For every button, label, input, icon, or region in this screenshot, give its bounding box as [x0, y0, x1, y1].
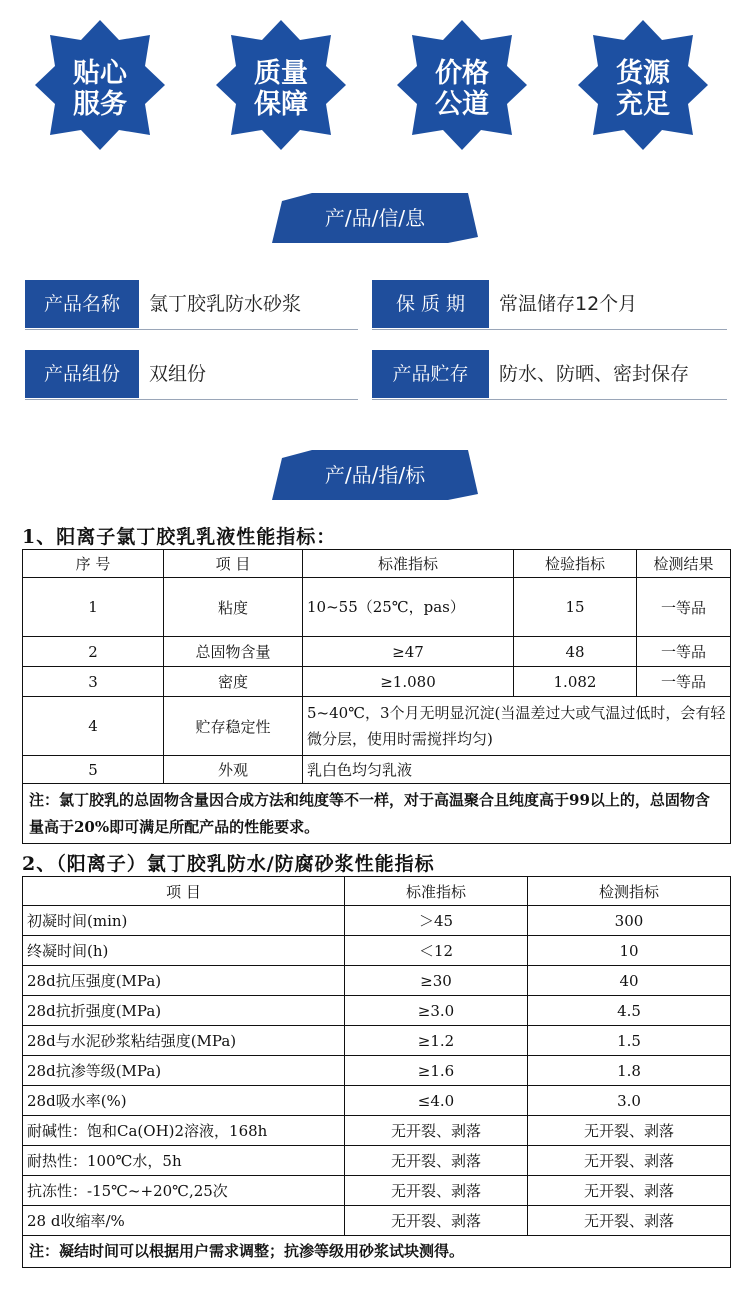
- cell: 无开裂、剥落: [528, 1146, 731, 1176]
- divider: [25, 399, 358, 400]
- cell: 3.0: [528, 1086, 731, 1116]
- cell: 乳白色均匀乳液: [303, 756, 731, 784]
- cell: ＞45: [345, 906, 528, 936]
- cell: 耐碱性：饱和Ca(OH)2溶液，168h: [23, 1116, 345, 1146]
- table-row: [23, 697, 731, 756]
- table2-heading: 2、（阳离子）氯丁胶乳防水/防腐砂浆性能指标: [22, 853, 435, 875]
- header-cell: 项 目: [164, 550, 303, 578]
- cell: 无开裂、剥落: [528, 1176, 731, 1206]
- divider: [372, 329, 727, 330]
- cell: 40: [528, 966, 731, 996]
- info-value: 双组份: [149, 363, 207, 385]
- info-storage: [372, 350, 727, 398]
- section-title-specs: 产/品/指/标: [272, 450, 478, 500]
- table1-heading: 1、阳离子氯丁胶乳乳液性能指标：: [22, 526, 337, 548]
- cell: 10: [528, 936, 731, 966]
- header-cell: 检验指标: [514, 550, 637, 578]
- cell: 4: [23, 697, 164, 756]
- table-note-row: [23, 1236, 731, 1268]
- info-key: 产品名称: [25, 280, 139, 328]
- info-value: 常温储存12个月: [499, 293, 638, 315]
- cell: 终凝时间(h): [23, 936, 345, 966]
- info-value: 防水、防晒、密封保存: [499, 363, 690, 385]
- table-row: [23, 667, 731, 697]
- info-key: 产品贮存: [372, 350, 489, 398]
- table-row: [23, 1116, 731, 1146]
- cell: 无开裂、剥落: [345, 1176, 528, 1206]
- cell: 2: [23, 637, 164, 667]
- header-cell: 标准指标: [345, 877, 528, 906]
- table-row: [23, 1026, 731, 1056]
- badge-text: 价格 公道: [435, 58, 489, 120]
- divider: [372, 399, 727, 400]
- cell: ≥1.6: [345, 1056, 528, 1086]
- cell: 粘度: [164, 578, 303, 637]
- table-row: [23, 756, 731, 784]
- cell: 无开裂、剥落: [345, 1206, 528, 1236]
- header-cell: 序 号: [23, 550, 164, 578]
- cell: 4.5: [528, 996, 731, 1026]
- table-row: [23, 996, 731, 1026]
- cell: 1: [23, 578, 164, 637]
- badge-quality: [216, 20, 346, 150]
- cell: 28 d收缩率/%: [23, 1206, 345, 1236]
- cell: 无开裂、剥落: [345, 1146, 528, 1176]
- cell: 1.082: [514, 667, 637, 697]
- cell: 28d与水泥砂浆粘结强度(MPa): [23, 1026, 345, 1056]
- cell: 28d吸水率(%): [23, 1086, 345, 1116]
- cell: 一等品: [637, 667, 731, 697]
- section-title-info: 产/品/信/息: [272, 193, 478, 243]
- table1-note: 注：氯丁胶乳的总固物含量因合成方法和纯度等不一样，对于高温聚合且纯度高于99以上的，总固物含量高于20%即可满足所配产品的性能要求。: [23, 784, 731, 844]
- badge-service: [35, 20, 165, 150]
- cell: 28d抗压强度(MPa): [23, 966, 345, 996]
- table-row: [23, 1086, 731, 1116]
- cell: ≥30: [345, 966, 528, 996]
- badge-text: 质量 保障: [254, 58, 308, 120]
- cell: 外观: [164, 756, 303, 784]
- table-row: [23, 578, 731, 637]
- table-row: [23, 1146, 731, 1176]
- table-row: [23, 1206, 731, 1236]
- cell: ≥3.0: [345, 996, 528, 1026]
- cell: 密度: [164, 667, 303, 697]
- table-row: [23, 906, 731, 936]
- table-row: [23, 1176, 731, 1206]
- cell: ≥47: [303, 637, 514, 667]
- header-cell: 标准指标: [303, 550, 514, 578]
- cell: 总固物含量: [164, 637, 303, 667]
- cell: 一等品: [637, 637, 731, 667]
- table-header-row: [23, 550, 731, 578]
- header-cell: 检测指标: [528, 877, 731, 906]
- cell: 300: [528, 906, 731, 936]
- table-row: [23, 936, 731, 966]
- table2-note: 注：凝结时间可以根据用户需求调整；抗渗等级用砂浆试块测得。: [23, 1236, 731, 1268]
- cell: 5~40℃，3个月无明显沉淀(当温差过大或气温过低时，会有轻微分层，使用时需搅拌均匀): [303, 697, 731, 756]
- cell: ≥1.080: [303, 667, 514, 697]
- cell: 初凝时间(min): [23, 906, 345, 936]
- cell: 28d抗折强度(MPa): [23, 996, 345, 1026]
- table2: [22, 876, 731, 1268]
- cell: 贮存稳定性: [164, 697, 303, 756]
- table-row: [23, 966, 731, 996]
- badge-price: [397, 20, 527, 150]
- badge-text: 货源 充足: [616, 58, 670, 120]
- info-shelf-life: [372, 280, 727, 328]
- cell: 28d抗渗等级(MPa): [23, 1056, 345, 1086]
- table1: [22, 549, 731, 844]
- header-cell: 检测结果: [637, 550, 731, 578]
- cell: 48: [514, 637, 637, 667]
- cell: 无开裂、剥落: [528, 1206, 731, 1236]
- cell: 抗冻性：-15℃~+20℃,25次: [23, 1176, 345, 1206]
- table-row: [23, 1056, 731, 1086]
- cell: 无开裂、剥落: [345, 1116, 528, 1146]
- table-header-row: [23, 877, 731, 906]
- info-product-name: [25, 280, 358, 328]
- cell: 15: [514, 578, 637, 637]
- info-key: 保 质 期: [372, 280, 489, 328]
- cell: 一等品: [637, 578, 731, 637]
- cell: 1.8: [528, 1056, 731, 1086]
- cell: 1.5: [528, 1026, 731, 1056]
- cell: ≥1.2: [345, 1026, 528, 1056]
- cell: ＜12: [345, 936, 528, 966]
- info-key: 产品组份: [25, 350, 139, 398]
- badge-text: 贴心 服务: [73, 58, 127, 120]
- info-value: 氯丁胶乳防水砂浆: [149, 293, 302, 315]
- header-cell: 项 目: [23, 877, 345, 906]
- cell: 3: [23, 667, 164, 697]
- cell: 无开裂、剥落: [528, 1116, 731, 1146]
- cell: 5: [23, 756, 164, 784]
- table-row: [23, 637, 731, 667]
- cell: ≤4.0: [345, 1086, 528, 1116]
- table-note-row: [23, 784, 731, 844]
- cell: 10~55（25℃，pas）: [303, 578, 514, 637]
- badge-supply: [578, 20, 708, 150]
- divider: [25, 329, 358, 330]
- info-components: [25, 350, 358, 398]
- cell: 耐热性：100℃水，5h: [23, 1146, 345, 1176]
